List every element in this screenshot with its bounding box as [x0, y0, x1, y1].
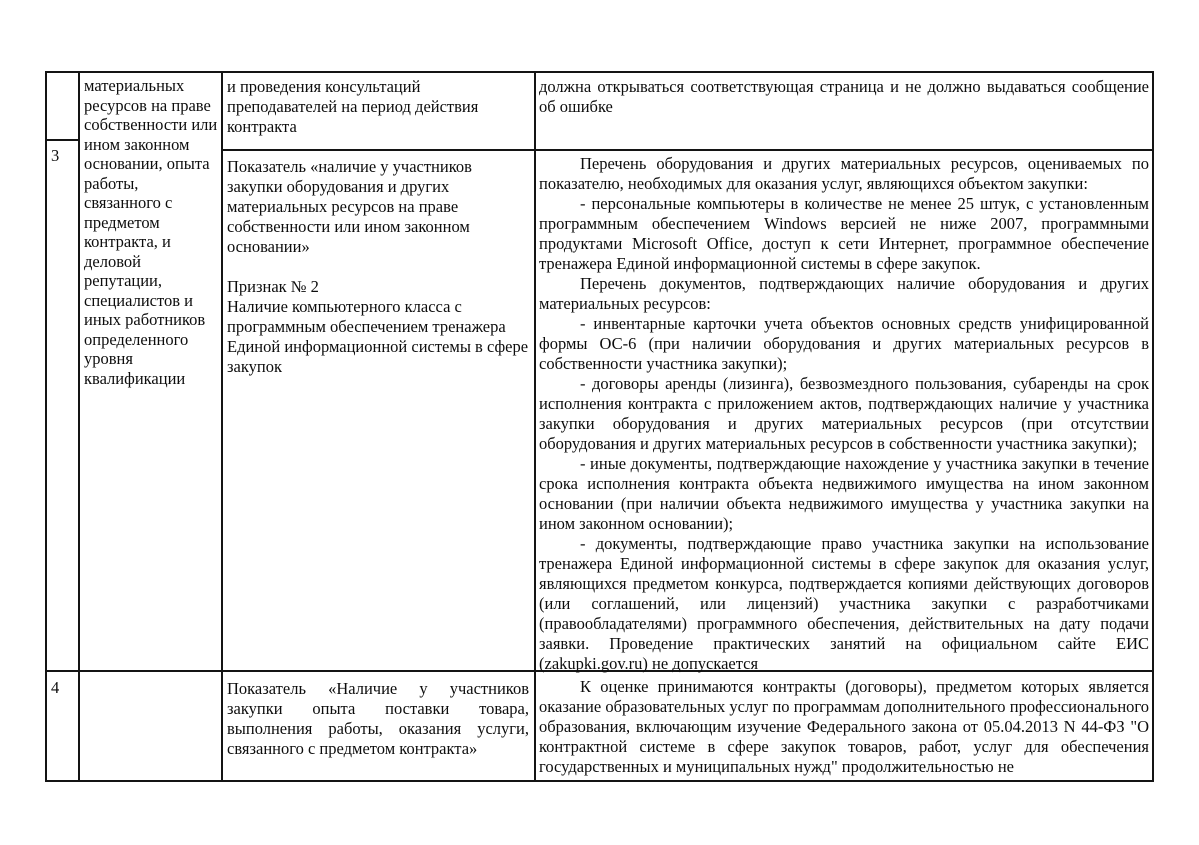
table-border-left [45, 71, 47, 782]
row4-number-cell: 4 [51, 678, 60, 697]
table-border-col1-col2 [78, 71, 80, 782]
paragraph: - инвентарные карточки учета объектов основных средств унифицированной формы ОС-6 (при наличии оборудования и других материальных ресурсов в собственности участника закупки); [539, 314, 1149, 373]
table-border-right [1152, 71, 1154, 782]
paragraph: Признак № 2 [227, 277, 319, 296]
paragraph: - персональные компьютеры в количестве не менее 25 штук, с установленным программным обеспечением Windows версией не ниже 2007, программными продуктами Microsoft Office, доступ к сети Интернет, программное обеспечение тренажера Единой информационной системы в сфере закупок. [539, 194, 1149, 273]
table-border-col3-col4 [534, 71, 536, 782]
table-border-row3-start [221, 149, 1154, 151]
indicator-cell-continued: и проведения консультаций преподавателей на период действия контракта [227, 77, 479, 136]
paragraph [227, 257, 530, 277]
requirement-cell-continued: должна открываться соответствующая страница и не должно выдаваться сообщение об ошибке [539, 77, 1149, 116]
paragraph: - договоры аренды (лизинга), безвозмездного пользования, субаренды на срок исполнения контракта с приложением актов, подтверждающих наличие у участника закупки оборудования и других материальных ресурсов (при отсутствии оборудования и других материальных ресурсов в собственности участника закупки); [539, 374, 1149, 453]
row4-requirement-cell [539, 677, 1149, 777]
row4-indicator-cell: Показатель «Наличие у участников закупки опыта поставки товара, выполнения работы, оказания услуги, связанного с предметом контракта» [227, 679, 529, 758]
paragraph: - документы, подтверждающие право участника закупки на использование тренажера Единой информационной системы в сфере закупок для оказания услуг, являющихся предметом конкурса, подтверждается копиями действующих договоров (или соглашений, или лицензий) участника закупки с разработчиками (правообладателями) программного обеспечения, действительных на дату подачи заявки. Проведение практических занятий на официальном сайте ЕИС (zakupki.gov.ru) не допускается [539, 534, 1149, 673]
paragraph: Перечень оборудования и других материальных ресурсов, оцениваемых по показателю, необходимых для оказания услуг, являющихся объектом закупки: [539, 154, 1149, 193]
table-border-col2-col3 [221, 71, 223, 782]
paragraph: Перечень документов, подтверждающих наличие оборудования и других материальных ресурсов: [539, 274, 1149, 313]
paragraph: Показатель «наличие у участников закупки оборудования и других материальных ресурсов на праве собственности или ином законном основании» [227, 157, 472, 256]
table-border-top [45, 71, 1154, 73]
table-border-bottom [45, 780, 1154, 782]
table-border-row3-number [45, 139, 80, 141]
row3-requirement-cell [539, 154, 1149, 674]
paragraph: К оценке принимаются контракты (договоры), предметом которых является оказание образовательных услуг по программам дополнительного профессионального образования, включающим изучение Федерального закона от 05.04.2013 N 44-ФЗ "О контрактной системе в сфере закупок товаров, работ, услуг для обеспечения государственных и муниципальных нужд" продолжительностью не [539, 677, 1149, 776]
paragraph: Наличие компьютерного класса с программным обеспечением тренажера Единой информационной системы в сфере закупок [227, 297, 529, 376]
criterion-cell: материальных ресурсов на праве собственности или ином законном основании, опыта работы, связанного с предметом контракта, и деловой репутации, специалистов и иных работников определенного уровня квалификации [84, 76, 218, 388]
row3-number-cell: 3 [51, 146, 60, 165]
row3-indicator-cell [227, 157, 530, 377]
paragraph: - иные документы, подтверждающие нахождение у участника закупки в течение срока исполнения контракта объекта недвижимого имущества на ином законном основании (при наличии объекта недвижимого имущества у участника закупки на ином законном основании); [539, 454, 1149, 533]
